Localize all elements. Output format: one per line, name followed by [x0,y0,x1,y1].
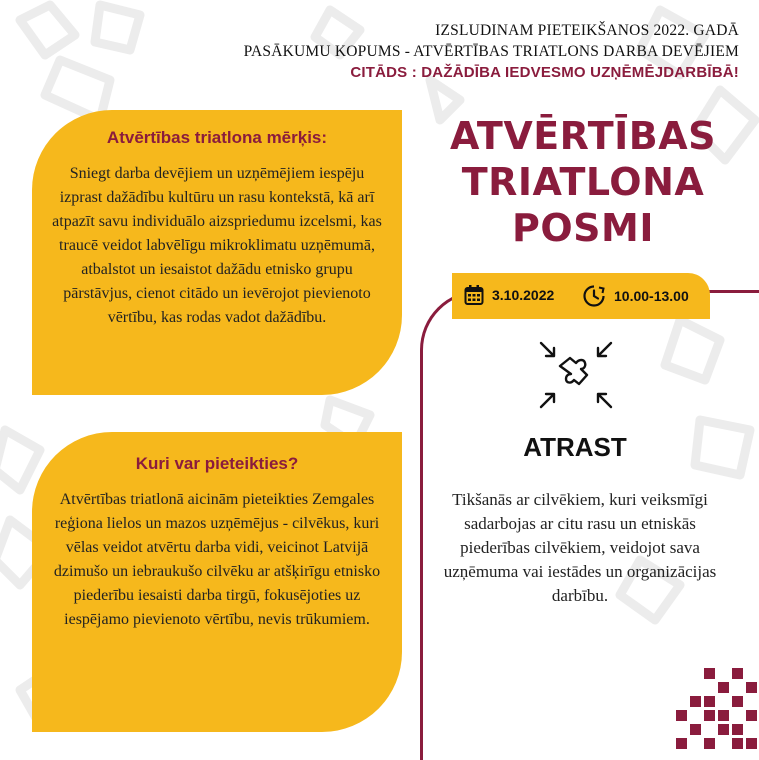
event-time-label: 10.00-13.00 [614,288,689,304]
goal-card [32,110,402,395]
page-title [414,113,752,251]
calendar-icon [464,284,484,306]
header-line-2: PASĀKUMU KOPUMS - ATVĒRTĪBAS TRIATLONS DARBA DEVĒJIEM [243,43,739,60]
apply-card [32,432,402,732]
page-title-line-3: POSMI [512,206,654,250]
event-datetime-bar [452,273,710,319]
event-date [464,284,554,306]
event-time [582,284,689,308]
stage-description: Tikšanās ar cilvēkiem, kuri veiksmīgi sadarbojas ar citu rasu un etniskās piederības cilvēkiem, veidojot sava uzņēmuma vai iestādes un organizācijas darbību. [443,490,717,605]
event-date-label: 3.10.2022 [492,287,555,303]
apply-title: Kuri var pieteikties? [135,454,299,473]
header-line-1: IZSLUDINAM PIETEIKŠANOS 2022. GADĀ [435,22,739,39]
puzzle-arrows-icon [530,330,622,420]
apply-text: Atvērtības triatlonā aicinām pieteikties Zemgales reģiona lielos un mazos uzņēmējus - cilvēkus, kuri vēlas veidot atvērtu darba vidi, veicinot Latvijā dzimušo un iebraukušo cilvēku ar atšķirīgu etnisko piederību iesaisti darba tirgū, fokusējoties uz iespējamo pievienoto vērtību, nevis trūkumiem. [53,491,381,628]
goal-title: Atvērtības triatlona mērķis: [106,128,328,147]
clock-icon [582,284,606,308]
pixel-logo-decoration [672,660,759,753]
header-slogan: CITĀDS : DAŽĀDĪBA IEDVESMO UZŅĒMĒJDARBĪBĀ! [350,64,739,81]
page-title-line-2: TRIATLONA [461,160,705,204]
header [244,20,739,83]
stage-name: ATRAST [523,432,627,462]
goal-text: Sniegt darba devējiem un uzņēmējiem iespēju izprast dažādību kultūru un rasu kontekstā, kā arī atpazīt savu individuālo aizspriedumu izcelsmi, kas traucē veidot labvēlīgu mikroklimatu uzņēmumā, atbalstot un iesaistot dažādu etnisko grupu pārstāvjus, cienot citādo un ievērojot pievienoto vērtību, kas rodas vadot dažādību. [52,165,382,326]
page-title-line-1: ATVĒRTĪBAS [449,114,717,158]
